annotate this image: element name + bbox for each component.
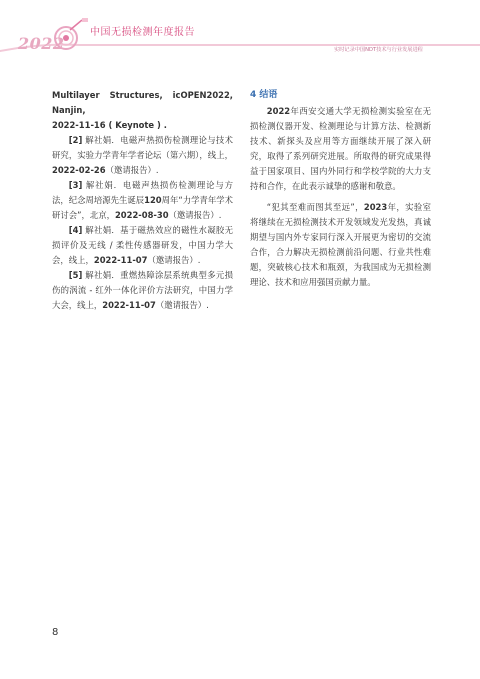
reference-item [52, 133, 233, 178]
paragraph-text: 年西安交通大学无损检测实验室在无损检测仪器开发、检测理论与计算方法、检测新技术、新探头及应用等方面继续开展了深入研究，取得了系列研究进展。所取得的研究成果得益于国家项目、国内外同行和学校学院的大力支持和合作，在此表示诚挚的感谢和敬意。 [250, 106, 431, 191]
right-column [250, 88, 431, 290]
paragraph-text: 年，实验室将继续在无损检测技术开发领域发光发热，真诚期望与国内外专家同行深入开展更为密切的交流合作，合力解决无损检测前沿问题、行业共性难题，突破核心技术和瓶颈，为我国成为无损检测理论、技术和应用强国贡献力量。 [250, 202, 431, 287]
reference-number: [2] [68, 135, 83, 145]
reference-text: 解社娟．基于磁热效应的磁性水凝胶无损评价及无线 / 柔性传感器研发，中国力学大会，线上， [52, 225, 233, 265]
page-header [0, 0, 480, 60]
reference-item [52, 223, 233, 268]
reference-number: [5] [68, 270, 83, 280]
section-title: 4 结语 [250, 90, 278, 100]
page-number: 8 [52, 627, 59, 638]
reference-highlight: 120 [144, 195, 162, 205]
reference-date: 2022-11-07 [102, 300, 156, 310]
reference-text: 解社娟．重燃热障涂层系统典型多元损伤的涡流 - 红外一体化评价方法研究，中国力学大会，线上， [52, 270, 233, 310]
reference-number: [4] [68, 225, 83, 235]
reference-item [52, 268, 233, 313]
reference-text-continued: 周年“力学青年学术研讨会”，北京， [52, 195, 234, 220]
reference-number: [3] [68, 180, 83, 190]
reference-continuation-line2: 2022-11-16 ( Keynote ) . [52, 120, 167, 130]
paragraph-year: 2022 [266, 106, 291, 116]
reference-date: 2022-08-30 [114, 210, 169, 220]
conclusion-paragraph-1 [250, 104, 431, 194]
reference-date: 2022-11-07 [93, 255, 148, 265]
reference-tail: （邀请报告）. [105, 165, 159, 175]
reference-tail: （邀请报告）. [147, 255, 201, 265]
reference-tail: （邀请报告）. [155, 300, 209, 310]
paragraph-year: 2023 [363, 202, 388, 212]
reference-text: 解社娟．电磁声热损伤检测理论与方法，纪念周培源先生诞辰 [52, 180, 233, 205]
reference-continuation [52, 88, 233, 133]
reference-text: 解社娟．电磁声热损伤检测理论与技术研究，实验力学青年学者论坛（第六期），线上， [52, 135, 233, 160]
header-year: 2022 [18, 34, 65, 53]
reference-item [52, 178, 233, 223]
conclusion-paragraph-2 [250, 200, 431, 290]
left-column [52, 88, 233, 313]
reference-tail: （邀请报告）. [168, 210, 222, 220]
paragraph-quote: “犯其至难而图其至远”， [266, 202, 364, 212]
header-subtitle: 实时记录中国NDT技术与行业发展进程 [334, 47, 423, 53]
header-title: 中国无损检测年度报告 [90, 27, 195, 38]
reference-continuation-line1: Multilayer Structures, icOPEN2022, Nanjin, [52, 90, 233, 115]
reference-date: 2022-02-26 [52, 165, 106, 175]
